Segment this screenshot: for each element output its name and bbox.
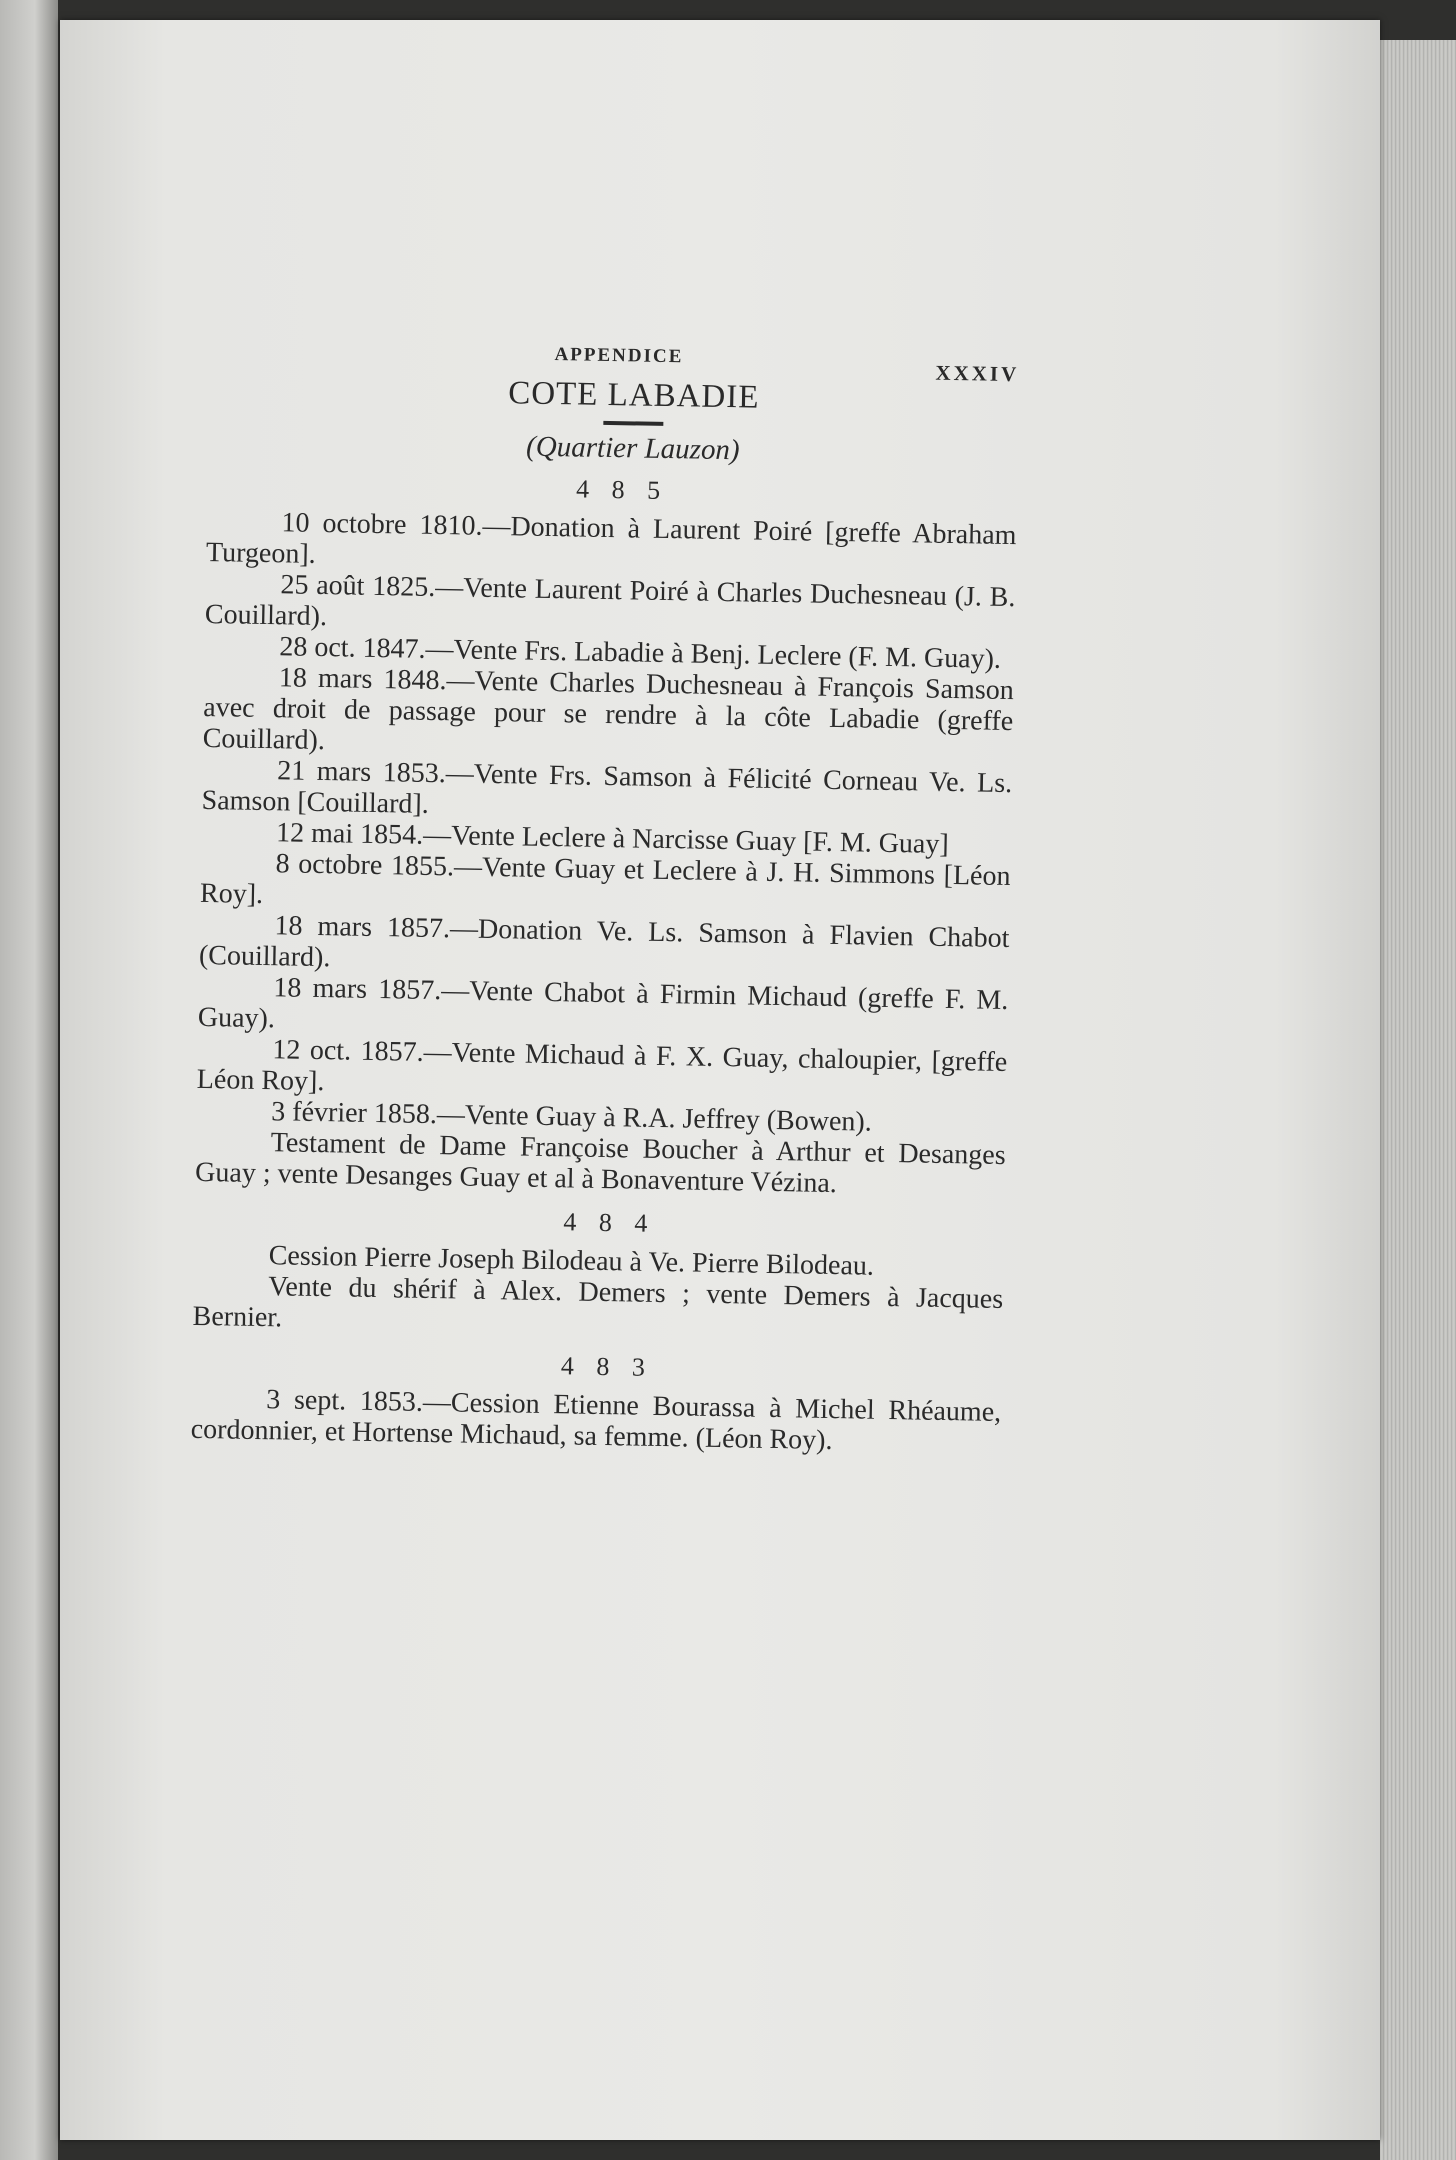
deed-entry: Testament de Dame Françoise Boucher à Arthur et Desanges Guay ; vente Desanges Guay et al à Bonaventure Vézina. <box>194 1127 1006 1200</box>
deed-entry: 12 mai 1854.—Vente Leclere à Narcisse Guay [F. M. Guay] <box>275 817 949 860</box>
section-title: COTE LABADIE <box>507 375 760 416</box>
deed-entry: 3 février 1858.—Vente Guay à R.A. Jeffrey (Bowen). <box>271 1096 872 1138</box>
page-stack-edge <box>1380 40 1456 2160</box>
section-subtitle: (Quartier Lauzon) <box>525 430 740 467</box>
deed-entry: Vente du shérif à Alex. Demers ; vente Demers à Jacques Bernier. <box>192 1271 1004 1334</box>
page-number: XXXIV <box>935 360 1020 387</box>
lot-number: 4 8 4 <box>563 1207 656 1238</box>
deed-entry: 12 oct. 1857.—Vente Michaud à F. X. Guay, chaloupier, [greffe Léon Roy]. <box>196 1034 1008 1098</box>
facing-page-edge <box>0 0 58 2160</box>
lot-section <box>190 1344 1002 1459</box>
title-rule <box>603 421 663 426</box>
deed-entry: 8 octobre 1855.—Vente Guay et Leclere à J. H. Simmons [Léon Roy]. <box>199 848 1011 911</box>
lot-section <box>195 467 1017 1202</box>
deed-entry: Cession Pierre Joseph Bilodeau à Ve. Pierre Bilodeau. <box>268 1240 875 1282</box>
lot-number: 4 8 5 <box>575 474 669 506</box>
deed-entry: 18 mars 1857.—Vente Chabot à Firmin Michaud (greffe F. M. Guay). <box>197 972 1009 1035</box>
deed-entry: 18 mars 1857.—Donation Ve. Ls. Samson à Flavien Chabot (Couillard). <box>198 910 1010 974</box>
lot-section <box>192 1200 1004 1346</box>
deed-entry: 10 octobre 1810.—Donation à Laurent Poiré [greffe Abraham Turgeon]. <box>205 507 1017 570</box>
page-text-block <box>190 325 1019 1459</box>
deed-entry: 21 mars 1853.—Vente Frs. Samson à Félicité Corneau Ve. Ls. Samson [Couillard]. <box>201 755 1013 820</box>
deed-entry: 3 sept. 1853.—Cession Etienne Bourassa à Michel Rhéaume, cordonnier, et Hortense Michaud, sa femme. (Léon Roy). <box>190 1384 1002 1457</box>
deed-entry: 18 mars 1848.—Vente Charles Duchesneau à François Samson avec droit de passage pour se rendre à la côte Labadie (greffe Couillard). <box>202 662 1015 757</box>
deed-entry: 28 oct. 1847.—Vente Frs. Labadie à Benj. Leclere (F. M. Guay). <box>279 631 1002 675</box>
lot-number: 4 8 3 <box>560 1351 654 1382</box>
running-head-label: APPENDICE <box>554 344 684 368</box>
deed-entry: 25 août 1825.—Vente Laurent Poiré à Charles Duchesneau (J. B. Couillard). <box>204 569 1016 633</box>
